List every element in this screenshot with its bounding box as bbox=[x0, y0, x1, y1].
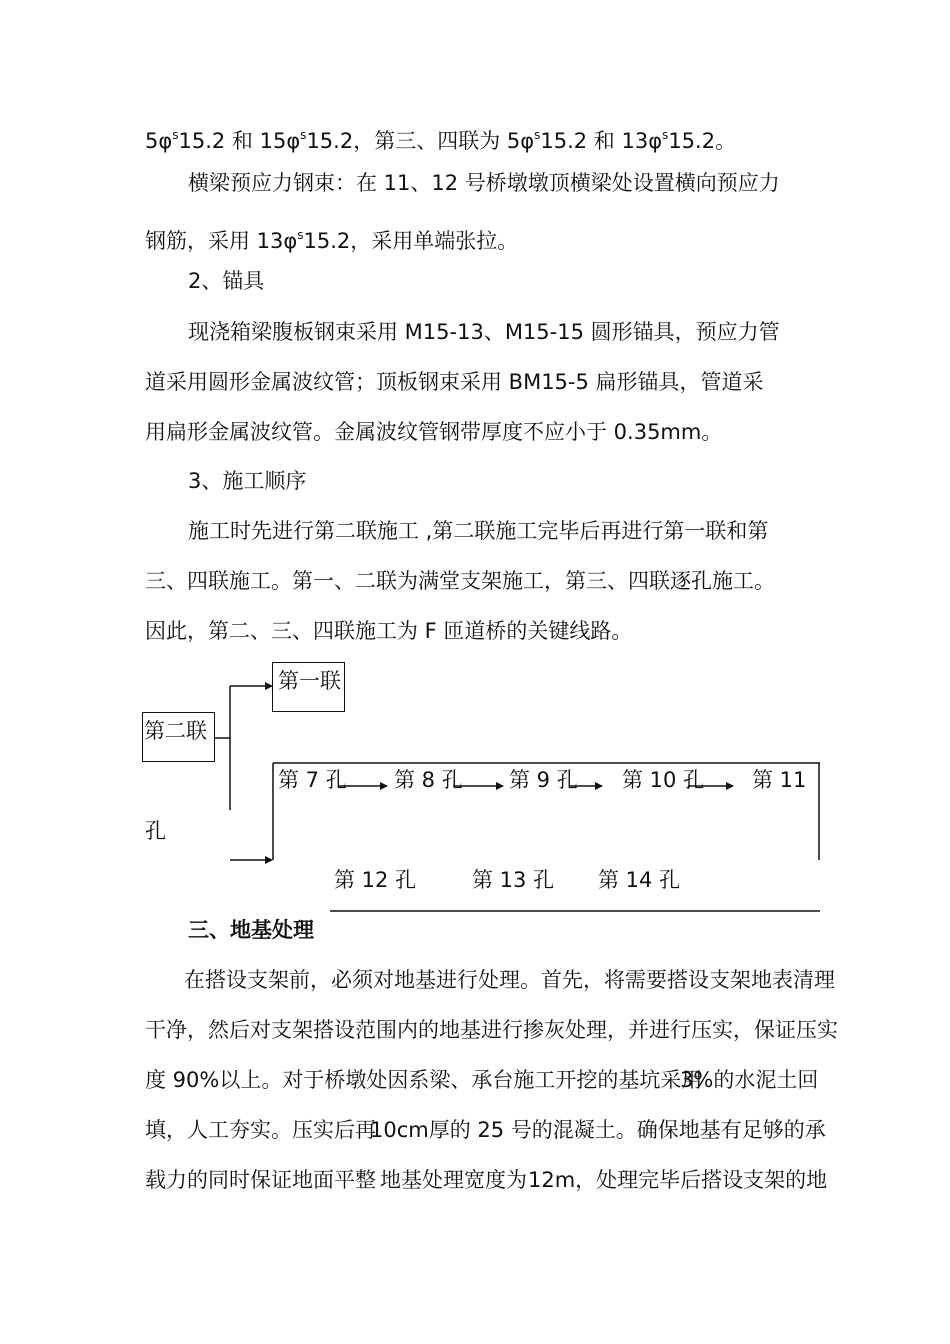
text-line: 三、四联施工。第一、二联为满堂支架施工，第三、四联逐孔施工。 bbox=[145, 569, 775, 593]
text-line: 用扁形金属波纹管。金属波纹管钢带厚度不应小于 0.35mm。 bbox=[145, 420, 723, 444]
text-line: 横梁预应力钢束：在 11、12 号桥墩墩顶横梁处设置横向预应力 bbox=[188, 171, 780, 195]
span2-label: 第二联 bbox=[144, 719, 207, 743]
hole-11-label: 第 11 bbox=[752, 768, 807, 792]
text-line: 12m，处理完毕后搭设支架的地 bbox=[528, 1168, 828, 1192]
text-line: 度 90%以上。对于桥墩处因系梁、承台施工开挖的基坑采用 bbox=[145, 1068, 703, 1092]
section-heading: 三、地基处理 bbox=[188, 918, 314, 942]
text-line: $5\varphi^s15.2$ 和 $15\varphi^s15.2$，第三、四联为 $5\varphi^s15.2$ 和 $13\varphi^s15.2$。 bbox=[145, 128, 737, 153]
hole-7-label: 第 7 孔 bbox=[278, 768, 347, 792]
hole-8-label: 第 8 孔 bbox=[394, 768, 463, 792]
text-line: 2、锚具 bbox=[188, 269, 265, 293]
hole-9-label: 第 9 孔 bbox=[509, 768, 578, 792]
hole-12-label: 第 12 孔 bbox=[334, 868, 417, 892]
hole-10-label: 第 10 孔 bbox=[622, 768, 705, 792]
hole-11-tail: 孔 bbox=[145, 819, 166, 843]
text-line: 填，人工夯实。压实后再 bbox=[145, 1118, 376, 1142]
text-line: 3%的水泥土回 bbox=[680, 1068, 819, 1092]
hole-14-label: 第 14 孔 bbox=[598, 868, 681, 892]
text-line: 施工时先进行第二联施工 ,第二联施工完毕后再进行第一联和第 bbox=[188, 519, 769, 543]
text-line: 地基处理宽度为 bbox=[380, 1168, 527, 1192]
text-line: 道采用圆形金属波纹管；顶板钢束采用 BM15-5 扁形锚具，管道采 bbox=[145, 370, 764, 394]
text-line: 现浇箱梁腹板钢束采用 M15-13、M15-15 圆形锚具，预应力管 bbox=[188, 320, 780, 344]
hole-13-label: 第 13 孔 bbox=[472, 868, 555, 892]
text-line: 3、施工顺序 bbox=[188, 469, 307, 493]
text-line: 在搭设支架前，必须对地基进行处理。首先，将需要搭设支架地表清理 bbox=[184, 968, 835, 992]
text-line: 载力的同时保证地面平整 bbox=[145, 1168, 376, 1192]
text-line: 钢筋，采用 $13\varphi^s15.2$，采用单端张拉。 bbox=[145, 228, 519, 253]
text-line: 因此，第二、三、四联施工为 F 匝道桥的关键线路。 bbox=[145, 619, 633, 643]
text-line: 10cm厚的 25 号的混凝土。确保地基有足够的承 bbox=[370, 1118, 826, 1142]
text-line: 干净，然后对支架搭设范围内的地基进行掺灰处理，并进行压实，保证压实 bbox=[145, 1018, 838, 1042]
span1-label: 第一联 bbox=[278, 669, 341, 693]
